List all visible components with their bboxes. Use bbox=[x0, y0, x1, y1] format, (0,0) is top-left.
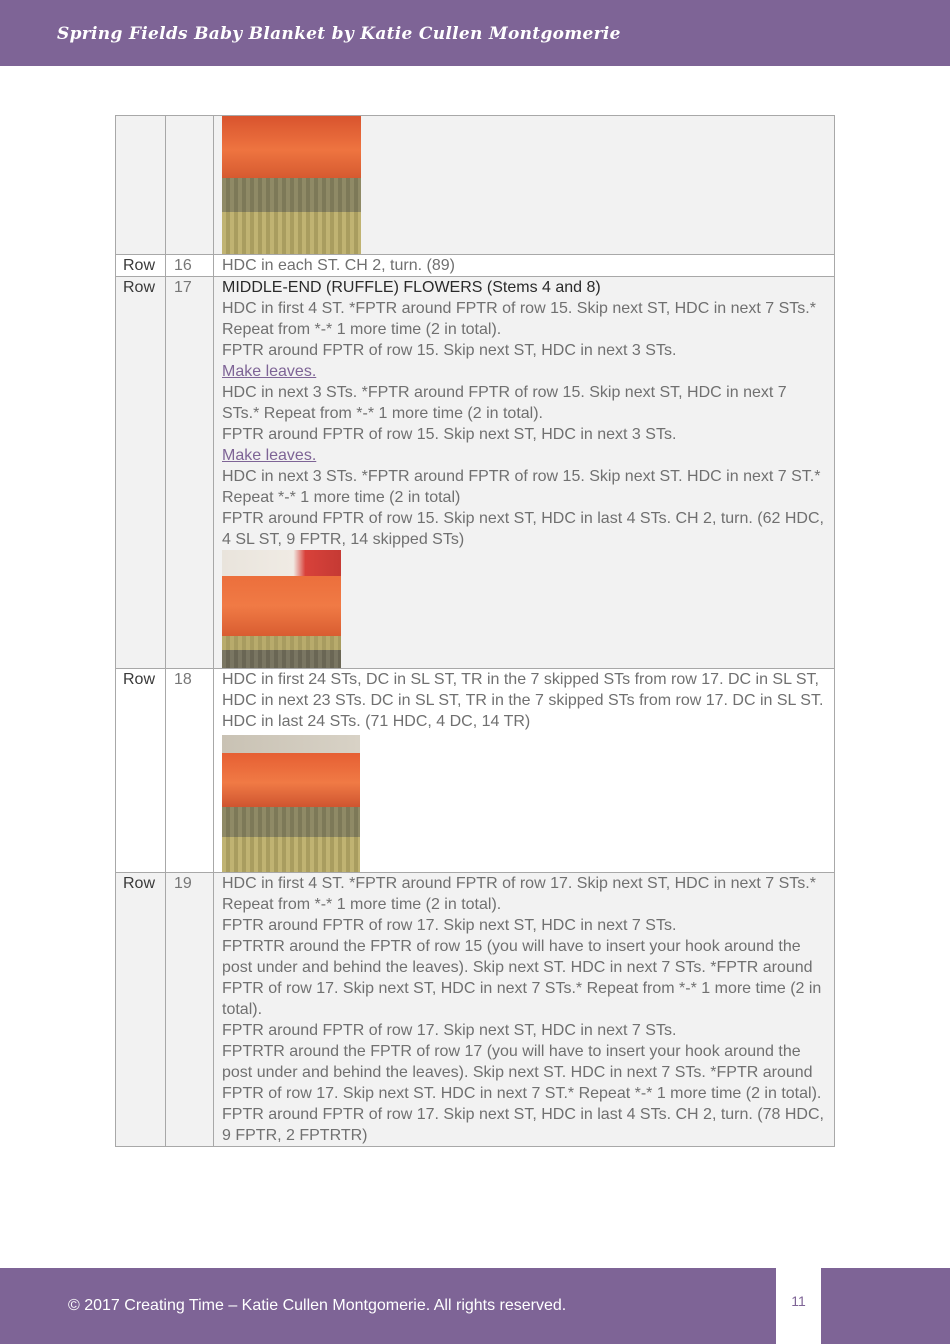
instruction-line: HDC in next 3 STs. *FPTR around FPTR of row 15. Skip next ST. HDC in next 7 ST.* Repeat *-* 1 more time (2 in total) bbox=[222, 468, 821, 506]
page-footer bbox=[0, 1268, 950, 1344]
instruction-line: HDC in first 4 ST. *FPTR around FPTR of row 17. Skip next ST, HDC in next 7 STs.* Repeat from *-* 1 more time (2 in total). bbox=[222, 875, 816, 913]
row-number: 17 bbox=[166, 277, 214, 669]
row-instructions-cell bbox=[214, 116, 835, 255]
make-leaves-link[interactable]: Make leaves. bbox=[222, 363, 317, 380]
row-label: Row bbox=[116, 277, 166, 669]
table-row bbox=[116, 873, 835, 1147]
row-label: Row bbox=[116, 255, 166, 277]
instruction-line: HDC in first 24 STs, DC in SL ST, TR in the 7 skipped STs from row 17. DC in SL ST, HDC in next 23 STs. DC in SL ST, TR in the 7 skipped STs from row 17. DC in SL ST. HDC in last 24 STs. (71 HDC, 4 DC, 14 TR) bbox=[222, 671, 824, 730]
page-number: 11 bbox=[791, 1293, 806, 1309]
table-row bbox=[116, 277, 835, 669]
instruction-line: HDC in next 3 STs. *FPTR around FPTR of row 15. Skip next ST, HDC in next 7 STs.* Repeat from *-* 1 more time (2 in total). bbox=[222, 384, 787, 422]
table-row bbox=[116, 255, 835, 277]
instruction-line: FPTR around FPTR of row 15. Skip next ST, HDC in last 4 STs. CH 2, turn. (62 HDC, 4 SL ST, 9 FPTR, 14 skipped STs) bbox=[222, 510, 824, 548]
instruction-line: HDC in first 4 ST. *FPTR around FPTR of row 15. Skip next ST, HDC in next 7 STs.* Repeat from *-* 1 more time (2 in total). bbox=[222, 300, 816, 338]
instruction-line: FPTR around FPTR of row 15. Skip next ST, HDC in next 3 STs. bbox=[222, 426, 677, 443]
row-instructions-cell bbox=[214, 873, 835, 1147]
instruction-line: FPTR around FPTR of row 17. Skip next ST, HDC in next 7 STs. bbox=[222, 1022, 677, 1039]
instruction-line: FPTR around FPTR of row 17. Skip next ST, HDC in next 7 STs. bbox=[222, 917, 677, 934]
row-instructions-cell bbox=[214, 669, 835, 873]
copyright-notice: © 2017 Creating Time – Katie Cullen Montgomerie. All rights reserved. bbox=[68, 1297, 567, 1314]
table-row bbox=[116, 116, 835, 255]
row-number: 19 bbox=[166, 873, 214, 1147]
instruction-line: FPTR around FPTR of row 15. Skip next ST, HDC in next 3 STs. bbox=[222, 342, 677, 359]
row-label: Row bbox=[116, 873, 166, 1147]
row-number: 18 bbox=[166, 669, 214, 873]
table-row bbox=[116, 669, 835, 873]
row-number-cell bbox=[166, 116, 214, 255]
page-header bbox=[0, 0, 950, 66]
instruction-line: FPTRTR around the FPTR of row 15 (you will have to insert your hook around the post under and behind the leaves). Skip next ST. HDC in next 7 STs. *FPTR around FPTR of row 17. Skip next ST, HDC in next 7 STs.* Repeat from *-* 1 more time (2 in total). bbox=[222, 938, 822, 1018]
row-instructions-cell bbox=[214, 277, 835, 669]
row-label-cell bbox=[116, 116, 166, 255]
section-heading: MIDDLE-END (RUFFLE) FLOWERS (Stems 4 and 8) bbox=[222, 279, 601, 296]
crochet-photo bbox=[222, 550, 341, 668]
crochet-photo bbox=[222, 116, 361, 254]
instruction-line: HDC in each ST. CH 2, turn. (89) bbox=[222, 257, 455, 274]
make-leaves-link[interactable]: Make leaves. bbox=[222, 447, 317, 464]
instruction-line: FPTR around FPTR of row 17. Skip next ST, HDC in last 4 STs. CH 2, turn. (78 HDC, 9 FPTR, 2 FPTRTR) bbox=[222, 1106, 824, 1144]
document-title: Spring Fields Baby Blanket by Katie Cullen Montgomerie bbox=[57, 24, 621, 44]
crochet-photo bbox=[222, 735, 360, 872]
row-instructions-cell bbox=[214, 255, 835, 277]
instruction-line: FPTRTR around the FPTR of row 17 (you will have to insert your hook around the post under and behind the leaves). Skip next ST. HDC in next 7 STs. *FPTR around FPTR of row 17. Skip next ST. HDC in next 7 ST.* Repeat *-* 1 more time (2 in total). bbox=[222, 1043, 822, 1102]
row-number: 16 bbox=[166, 255, 214, 277]
page-number-box bbox=[776, 1268, 821, 1344]
pattern-table bbox=[115, 115, 835, 1147]
row-label: Row bbox=[116, 669, 166, 873]
